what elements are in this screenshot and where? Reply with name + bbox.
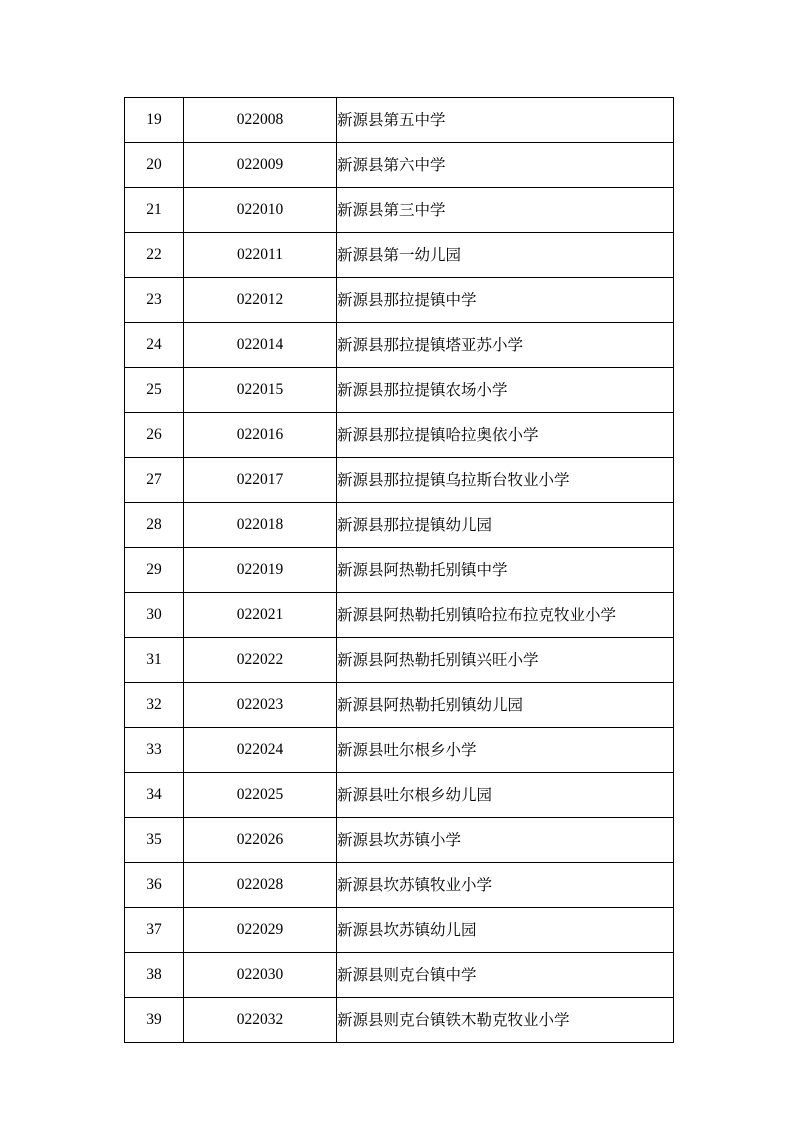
- table-row: [125, 638, 674, 683]
- table-row: [125, 98, 674, 143]
- row-index: 20: [125, 143, 184, 188]
- table-row: [125, 458, 674, 503]
- table-row: [125, 188, 674, 233]
- row-name: 新源县则克台镇中学: [337, 953, 674, 998]
- table-body: [125, 98, 674, 1043]
- table-row: [125, 818, 674, 863]
- row-index: 25: [125, 368, 184, 413]
- row-name: 新源县则克台镇铁木勒克牧业小学: [337, 998, 674, 1043]
- table-row: [125, 953, 674, 998]
- row-code: 022019: [184, 548, 337, 593]
- row-name: 新源县坎苏镇牧业小学: [337, 863, 674, 908]
- row-code: 022014: [184, 323, 337, 368]
- row-name: 新源县第五中学: [337, 98, 674, 143]
- table-row: [125, 908, 674, 953]
- row-code: 022022: [184, 638, 337, 683]
- row-name: 新源县阿热勒托别镇中学: [337, 548, 674, 593]
- school-list-table: [124, 97, 674, 1043]
- row-name: 新源县阿热勒托别镇哈拉布拉克牧业小学: [337, 593, 674, 638]
- row-code: 022021: [184, 593, 337, 638]
- row-code: 022009: [184, 143, 337, 188]
- row-code: 022016: [184, 413, 337, 458]
- row-index: 32: [125, 683, 184, 728]
- row-name: 新源县阿热勒托别镇幼儿园: [337, 683, 674, 728]
- row-code: 022018: [184, 503, 337, 548]
- row-name: 新源县那拉提镇中学: [337, 278, 674, 323]
- row-index: 36: [125, 863, 184, 908]
- row-code: 022011: [184, 233, 337, 278]
- row-name: 新源县吐尔根乡幼儿园: [337, 773, 674, 818]
- row-index: 31: [125, 638, 184, 683]
- row-index: 30: [125, 593, 184, 638]
- row-code: 022023: [184, 683, 337, 728]
- row-name: 新源县阿热勒托别镇兴旺小学: [337, 638, 674, 683]
- school-list-table-wrapper: [124, 97, 672, 1043]
- table-row: [125, 503, 674, 548]
- row-index: 29: [125, 548, 184, 593]
- table-row: [125, 863, 674, 908]
- row-index: 37: [125, 908, 184, 953]
- row-name: 新源县第六中学: [337, 143, 674, 188]
- table-row: [125, 323, 674, 368]
- table-left-border-extension: [124, 1017, 125, 1033]
- row-index: 26: [125, 413, 184, 458]
- row-index: 27: [125, 458, 184, 503]
- table-row: [125, 233, 674, 278]
- row-code: 022012: [184, 278, 337, 323]
- row-name: 新源县那拉提镇幼儿园: [337, 503, 674, 548]
- row-index: 28: [125, 503, 184, 548]
- table-row: [125, 368, 674, 413]
- row-name: 新源县那拉提镇农场小学: [337, 368, 674, 413]
- row-name: 新源县吐尔根乡小学: [337, 728, 674, 773]
- row-index: 21: [125, 188, 184, 233]
- row-index: 34: [125, 773, 184, 818]
- row-name: 新源县坎苏镇幼儿园: [337, 908, 674, 953]
- row-code: 022028: [184, 863, 337, 908]
- row-code: 022008: [184, 98, 337, 143]
- row-index: 38: [125, 953, 184, 998]
- row-code: 022025: [184, 773, 337, 818]
- row-code: 022032: [184, 998, 337, 1043]
- row-code: 022024: [184, 728, 337, 773]
- table-row: [125, 773, 674, 818]
- row-name: 新源县第三中学: [337, 188, 674, 233]
- table-row: [125, 278, 674, 323]
- row-index: 19: [125, 98, 184, 143]
- row-index: 33: [125, 728, 184, 773]
- table-row: [125, 413, 674, 458]
- row-name: 新源县那拉提镇塔亚苏小学: [337, 323, 674, 368]
- table-row: [125, 593, 674, 638]
- row-code: 022026: [184, 818, 337, 863]
- row-code: 022010: [184, 188, 337, 233]
- row-index: 35: [125, 818, 184, 863]
- row-index: 23: [125, 278, 184, 323]
- row-name: 新源县坎苏镇小学: [337, 818, 674, 863]
- row-index: 24: [125, 323, 184, 368]
- row-code: 022030: [184, 953, 337, 998]
- row-name: 新源县那拉提镇哈拉奥依小学: [337, 413, 674, 458]
- row-name: 新源县那拉提镇乌拉斯台牧业小学: [337, 458, 674, 503]
- table-row: [125, 548, 674, 593]
- row-index: 39: [125, 998, 184, 1043]
- row-name: 新源县第一幼儿园: [337, 233, 674, 278]
- table-row: [125, 728, 674, 773]
- row-index: 22: [125, 233, 184, 278]
- row-code: 022015: [184, 368, 337, 413]
- row-code: 022029: [184, 908, 337, 953]
- table-row: [125, 683, 674, 728]
- table-row: [125, 143, 674, 188]
- table-row: [125, 998, 674, 1043]
- row-code: 022017: [184, 458, 337, 503]
